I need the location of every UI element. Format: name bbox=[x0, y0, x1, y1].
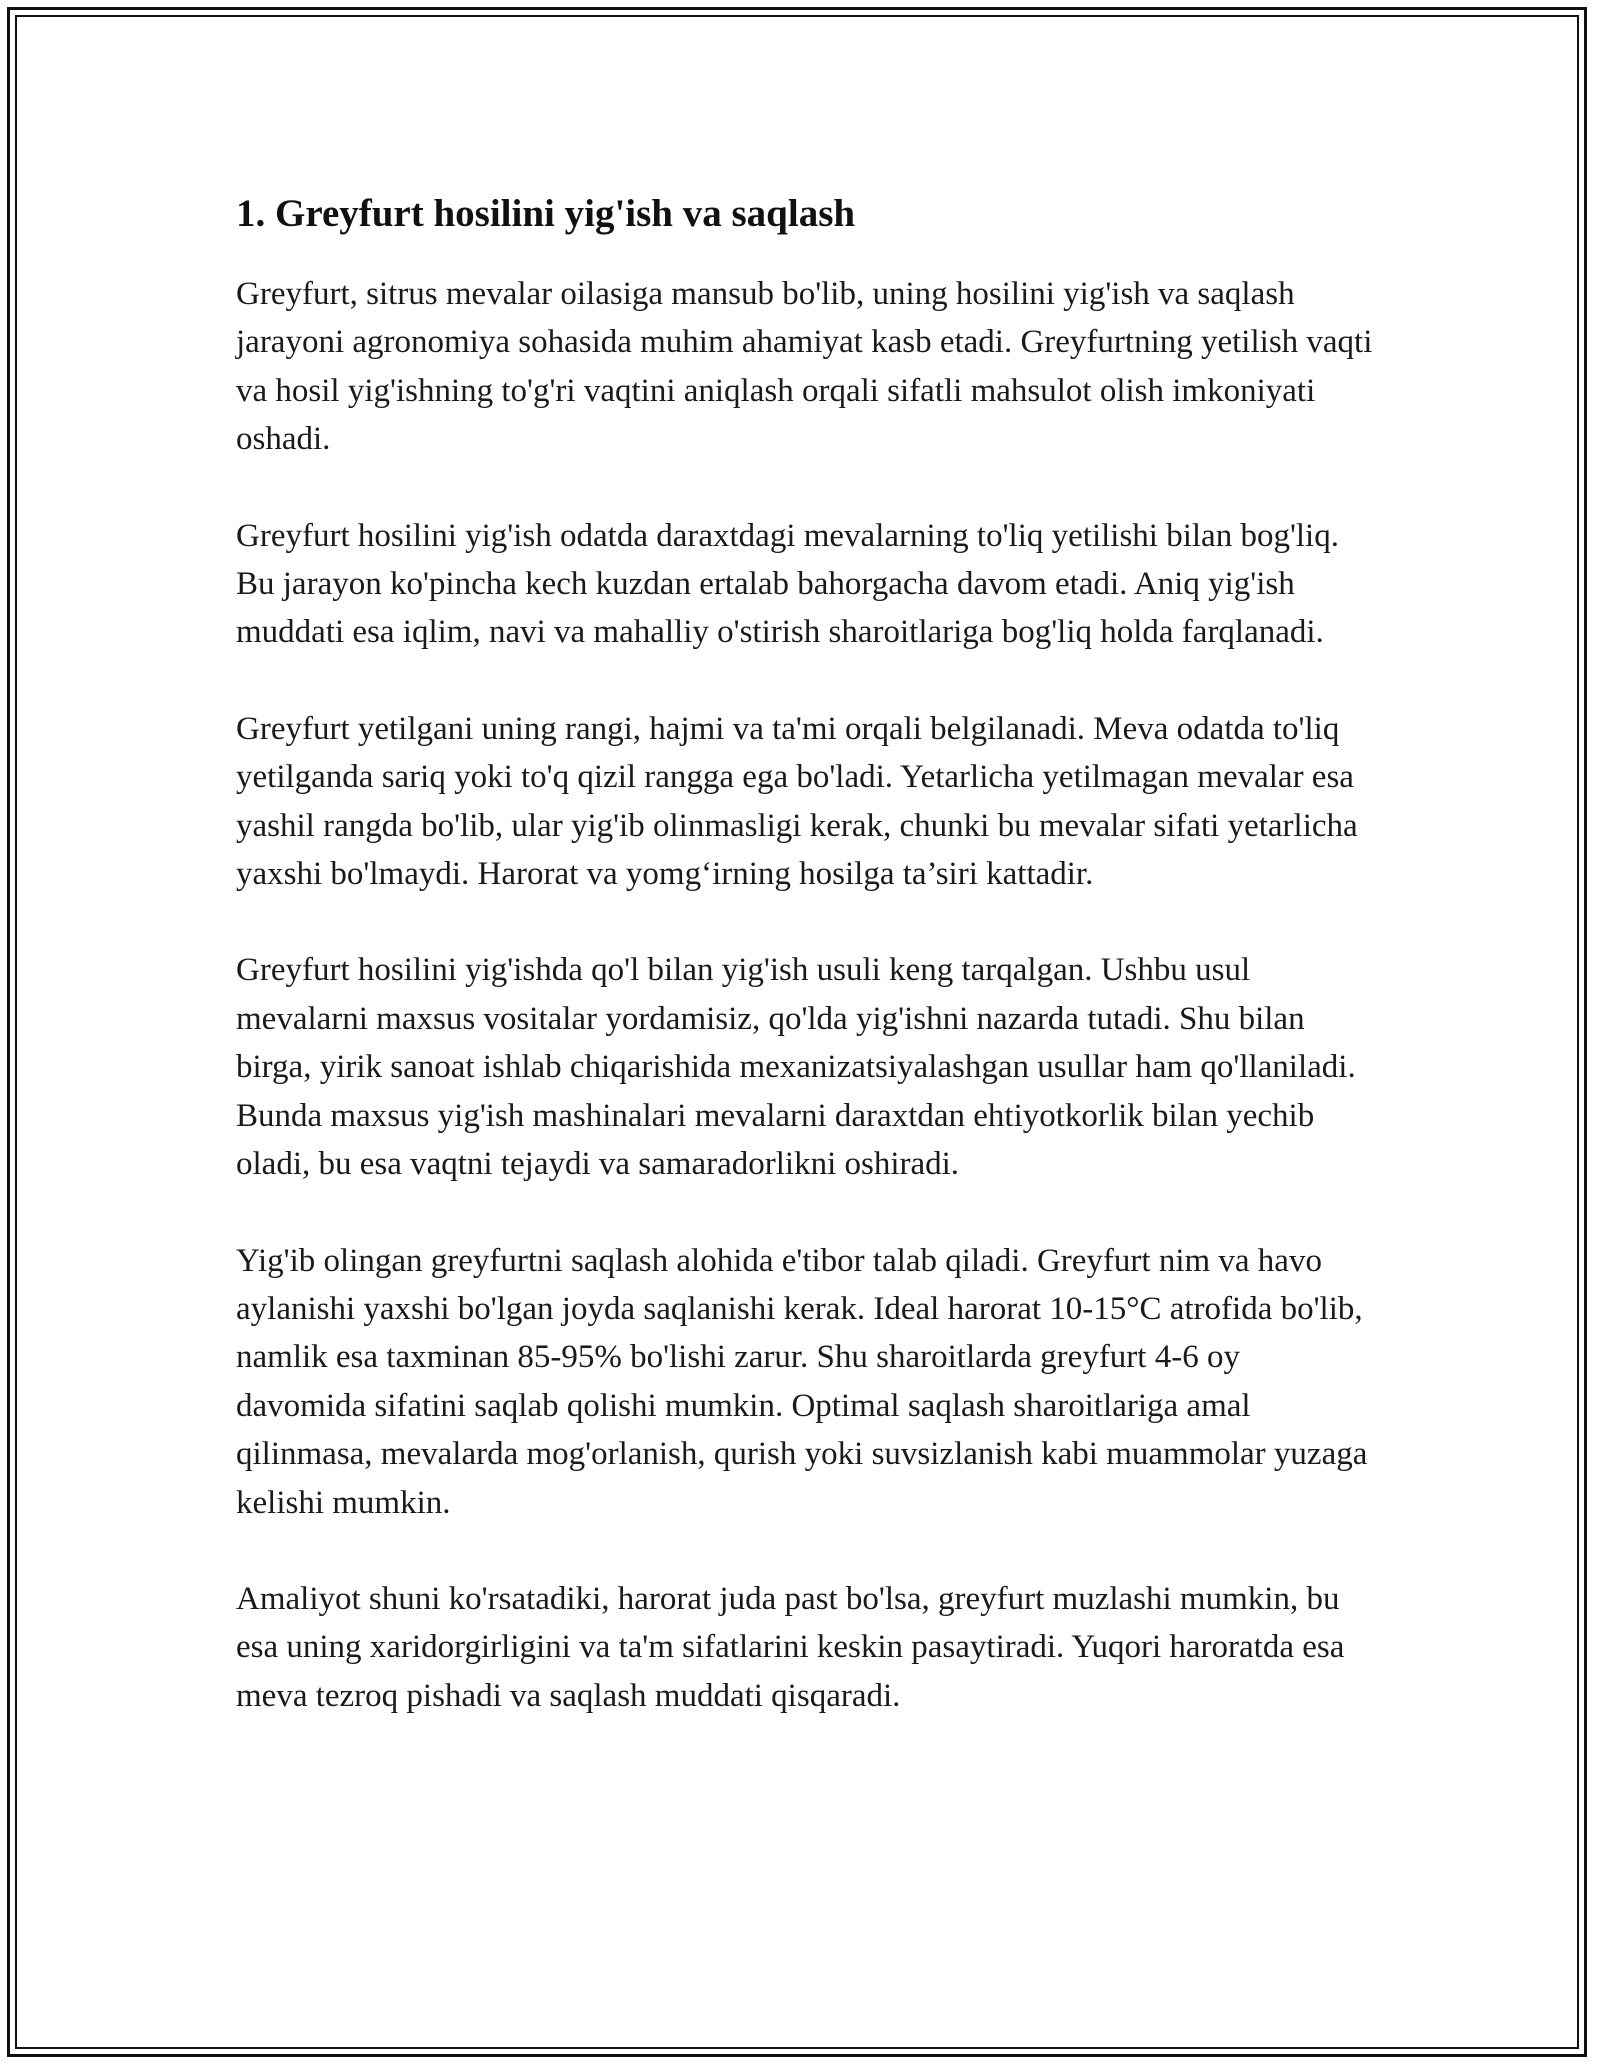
paragraph-harvest-methods: Greyfurt hosilini yig'ishda qo'l bilan yig'ish usuli keng tarqalgan. Ushbu usul mevalarni maxsus vositalar yordamisiz, qo'lda yig'ishni nazarda tutadi. Shu bilan birga, yirik sanoat ishlab chiqarishida mexanizatsiyalashgan usullar ham qo'llaniladi. Bunda maxsus yig'ish mashinalari mevalarni daraxtdan ehtiyotkorlik bilan yechib oladi, bu esa vaqtni tejaydi va samaradorlikni oshiradi. bbox=[236, 952, 1356, 1183]
paragraph-ripeness: Greyfurt yetilgani uning rangi, hajmi va ta'mi orqali belgilanadi. Meva odatda to'liq yetilganda sariq yoki to'q qizil rangga ega bo'ladi. Yetarlicha yetilmagan mevalar esa yashil rangda bo'lib, ular yig'ib olinmasligi kerak, chunki bu mevalar sifati yetarlicha yaxshi bo'lmaydi. Harorat va yomg‘irning hosilga ta’siri kattadir. bbox=[236, 710, 1358, 893]
paragraph-storage: Yig'ib olingan greyfurtni saqlash alohida e'tibor talab qiladi. Greyfurt nim va havo aylanishi yaxshi bo'lgan joyda saqlanishi kerak. Ideal harorat 10-15°C atrofida bo'lib, namlik esa taxminan 85-95% bo'lishi zarur. Shu sharoitlarda greyfurt 4-6 oy davomida sifatini saqlab qolishi mumkin. Optimal saqlash sharoitlariga amal qilinmasa, mevalarda mog'orlanish, qurish yoki suvsizlanish kabi muammolar yuzaga kelishi mumkin. bbox=[236, 1242, 1368, 1521]
document-title: 1. Greyfurt hosilini yig'ish va saqlash bbox=[236, 192, 856, 235]
paragraph-harvest-intro: Greyfurt, sitrus mevalar oilasiga mansub bo'lib, uning hosilini yig'ish va saqlash jarayoni agronomiya sohasida muhim ahamiyat kasb etadi. Greyfurtning yetilish vaqti va hosil yig'ishning to'g'ri vaqtini aniqlash orqali sifatli mahsulot olish imkoniyati oshadi. bbox=[236, 276, 1373, 458]
paragraph-harvest-timing: Greyfurt hosilini yig'ish odatda daraxtdagi mevalarning to'liq yetilishi bilan bog'liq. Bu jarayon ko'pincha kech kuzdan ertalab bahorgacha davom etadi. Aniq yig'ish muddati esa iqlim, navi va mahalliy o'stirish sharoitlariga bog'liq holda farqlanadi. bbox=[236, 517, 1339, 651]
paragraph-temperature-effects: Amaliyot shuni ko'rsatadiki, harorat juda past bo'lsa, greyfurt muzlashi mumkin, bu esa uning xaridorgirligini va ta'm sifatlarini keskin pasaytiradi. Yuqori haroratda esa meva tezroq pishadi va saqlash muddati qisqaradi. bbox=[236, 1580, 1345, 1714]
document-body bbox=[236, 183, 1376, 1768]
